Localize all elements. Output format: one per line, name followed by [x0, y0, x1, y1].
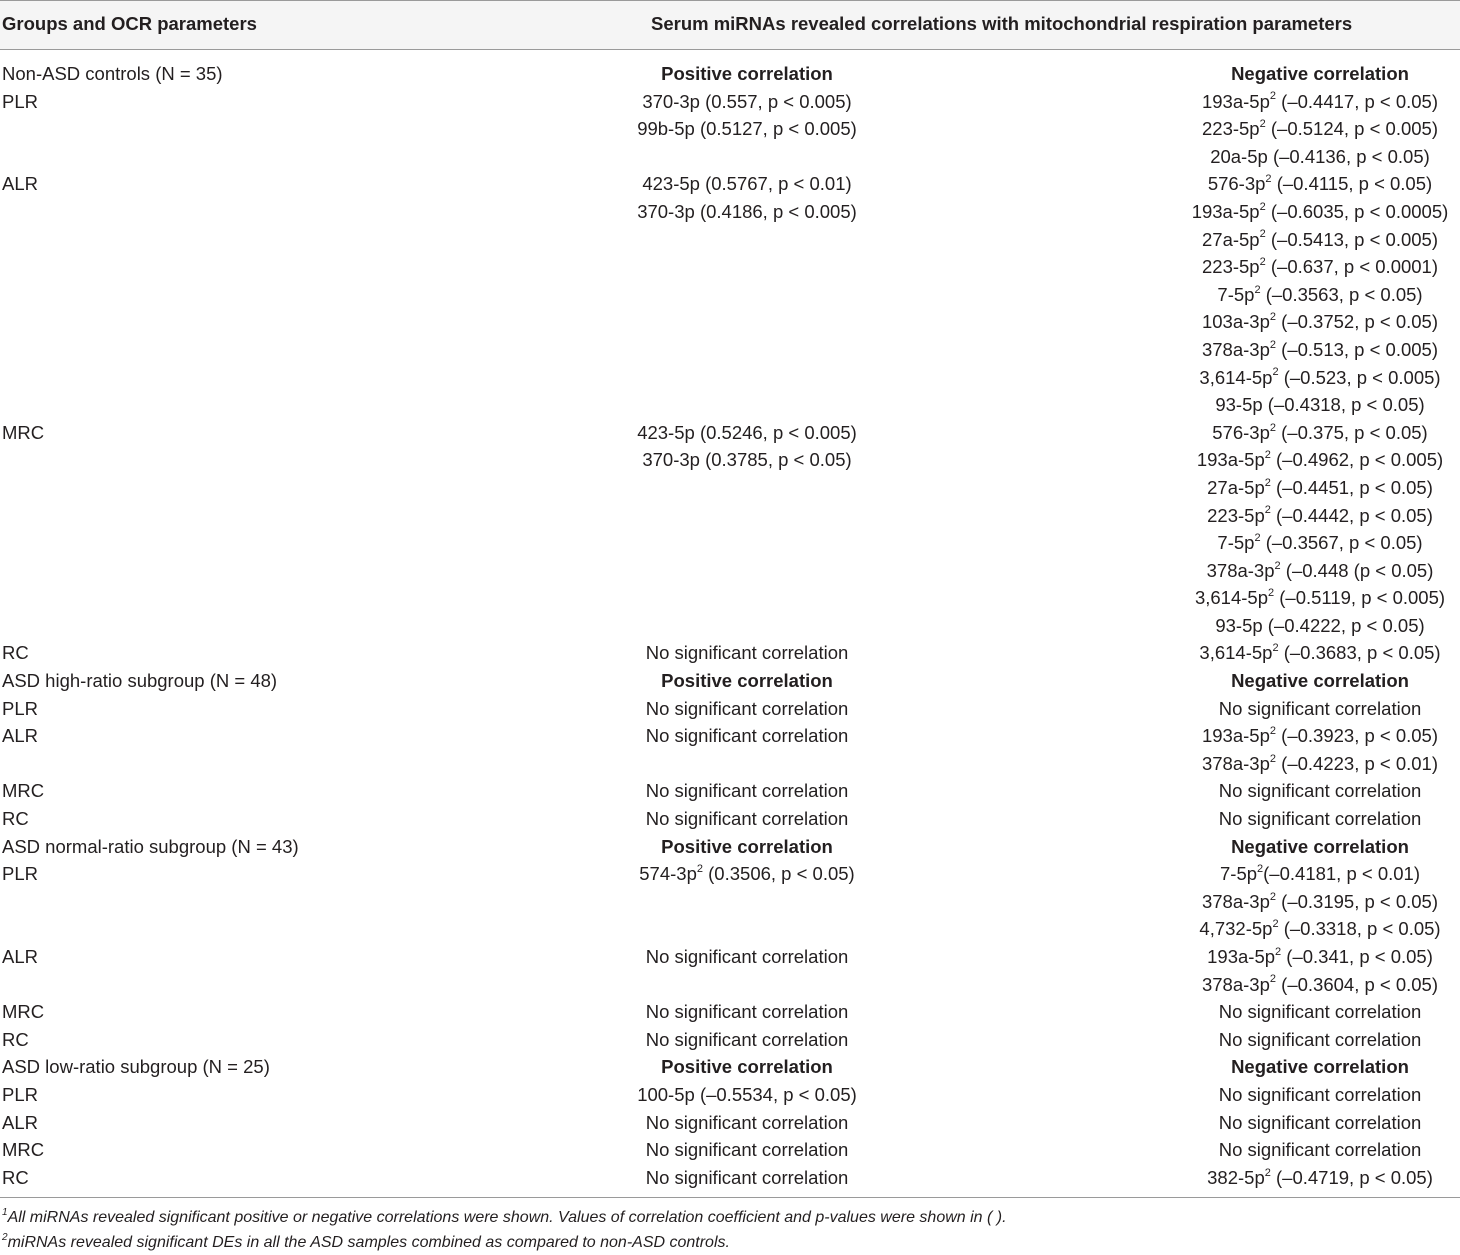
group-parameter-cell: RC	[2, 1166, 29, 1188]
positive-correlation-cell: No significant correlation	[645, 1139, 849, 1161]
group-parameter-cell: PLR	[2, 1083, 38, 1105]
group-parameter-cell: MRC	[2, 1139, 45, 1161]
negative-correlation-cell: No significant correlation	[1218, 1111, 1422, 1133]
negative-correlation-cell: $193a-5p^2$ (–0.6035, p < 0.0005)	[1191, 200, 1449, 222]
table-row	[0, 613, 1460, 641]
group-parameter-cell: ALR	[2, 173, 38, 195]
positive-correlation-cell: Positive correlation	[661, 835, 833, 857]
group-row	[0, 834, 1460, 862]
table-row	[0, 558, 1460, 586]
group-parameter-cell: ALR	[2, 725, 38, 747]
footnote-2-marker-ref: 2	[1259, 228, 1266, 241]
group-parameter-cell: ALR	[2, 946, 38, 967]
group-parameter-cell: RC	[2, 642, 29, 664]
positive-correlation-cell: 423-5p (0.5246, p < 0.005)	[637, 421, 857, 443]
footnote-2-marker-ref: 2	[1259, 118, 1266, 131]
footnote-2-marker-ref: 2	[1254, 531, 1261, 544]
footnote-2-marker-ref: 2	[1254, 283, 1261, 296]
table-row	[0, 392, 1460, 420]
negative-correlation-cell: $223-5p^2$ (–0.637, p < 0.0001)	[1201, 256, 1439, 278]
negative-correlation-cell: Negative correlation	[1231, 670, 1409, 692]
table-row	[0, 861, 1460, 889]
negative-correlation-cell: $7-5p^2$ (–0.3567, p < 0.05)	[1217, 531, 1423, 554]
footnote-1-text: All miRNAs revealed significant positive or negative correlations were shown. Values of correlation coefficient and p-values were shown in ( ).	[7, 1209, 1007, 1226]
positive-correlation-cell: 370-3p (0.557, p < 0.005)	[642, 90, 852, 112]
table-row	[0, 254, 1460, 282]
footnote-2-marker-ref: 2	[1268, 587, 1275, 600]
footnote-2-marker-ref: 2	[1269, 890, 1277, 903]
group-row	[0, 668, 1460, 696]
table-row	[0, 751, 1460, 779]
positive-correlation-cell: No significant correlation	[645, 725, 849, 747]
table-row	[0, 944, 1460, 972]
table-row	[0, 640, 1460, 668]
positive-correlation-cell: $574-3p^2$ (0.3506, p < 0.05)	[639, 863, 855, 885]
group-parameter-cell: ASD high-ratio subgroup (N = 48)	[2, 670, 278, 692]
negative-correlation-cell: $3,614-5p^2$ (–0.523, p < 0.005)	[1199, 366, 1441, 388]
footnote-2-marker-ref: 2	[1264, 1166, 1271, 1179]
footnote-2-marker-ref: 2	[1265, 173, 1272, 186]
table-row	[0, 475, 1460, 503]
negative-correlation-cell: $103a-3p^2$ (–0.3752, p < 0.05)	[1201, 311, 1439, 333]
negative-correlation-cell: No significant correlation	[1218, 1028, 1422, 1050]
group-parameter-cell: MRC	[2, 421, 45, 443]
group-parameter-cell: RC	[2, 808, 29, 830]
table-row	[0, 365, 1460, 393]
group-parameter-cell: RC	[2, 1028, 29, 1050]
positive-correlation-cell: No significant correlation	[645, 1028, 849, 1050]
positive-correlation-cell: Positive correlation	[661, 670, 833, 692]
table-row	[0, 972, 1460, 1000]
footnote-2-marker-ref: 2	[1264, 476, 1271, 489]
negative-correlation-cell: $4,732-5p^2$ (–0.3318, p < 0.05)	[1199, 918, 1441, 940]
table-row	[0, 999, 1460, 1027]
group-parameter-cell: MRC	[2, 1001, 45, 1023]
footnote-2-marker-ref: 2	[1274, 559, 1281, 572]
positive-correlation-cell: Positive correlation	[661, 1056, 833, 1078]
footnote-2-marker-ref: 2	[1272, 366, 1279, 379]
footnote-2-marker-ref: 2	[1269, 725, 1277, 738]
table-row	[0, 199, 1460, 227]
positive-correlation-cell: 370-3p (0.4186, p < 0.005)	[637, 200, 857, 222]
negative-correlation-cell: No significant correlation	[1218, 1139, 1422, 1161]
group-parameter-cell: MRC	[2, 780, 45, 802]
negative-correlation-cell: $3,614-5p^2$ (–0.5119, p < 0.005)	[1194, 587, 1446, 609]
positive-correlation-cell: No significant correlation	[645, 808, 849, 830]
table-row	[0, 530, 1460, 558]
table-row	[0, 1082, 1460, 1110]
table-row	[0, 696, 1460, 724]
table-row	[0, 227, 1460, 255]
negative-correlation-cell: Negative correlation	[1231, 1056, 1409, 1078]
negative-correlation-cell: $193a-5p^2$ (–0.3923, p < 0.05)	[1201, 725, 1439, 747]
negative-correlation-cell: $378a-3p^2$ (–0.3195, p < 0.05)	[1201, 890, 1439, 912]
negative-correlation-cell: Negative correlation	[1231, 63, 1409, 84]
positive-correlation-cell: Positive correlation	[661, 63, 833, 84]
table-row	[0, 889, 1460, 917]
footnote-2-marker-ref: 2	[1259, 256, 1266, 268]
positive-correlation-cell: No significant correlation	[645, 946, 849, 967]
group-row	[0, 1054, 1460, 1082]
footnote-2-marker-ref: 2	[696, 863, 704, 876]
negative-correlation-cell: $576-3p^2$ (–0.375, p < 0.05)	[1212, 421, 1428, 443]
table-row	[0, 1137, 1460, 1165]
footnote-1	[2, 1206, 1007, 1227]
table-row	[0, 309, 1460, 337]
footnote-2-marker-ref: 2	[1269, 90, 1277, 103]
table-row	[0, 1165, 1460, 1193]
footnote-2-marker-ref: 2	[1259, 200, 1266, 213]
negative-correlation-cell: No significant correlation	[1218, 697, 1422, 719]
group-row	[0, 61, 1460, 89]
footnote-2-marker-ref: 2	[1257, 863, 1264, 876]
table-row	[0, 89, 1460, 117]
positive-correlation-cell: No significant correlation	[645, 697, 849, 719]
negative-correlation-cell: $27a-5p^2$ (–0.4451, p < 0.05)	[1207, 476, 1433, 498]
table-row	[0, 116, 1460, 144]
header-serum-mirnas: Serum miRNAs revealed correlations with mitochondrial respiration parameters	[651, 13, 1353, 34]
footnote-1-marker: 1	[2, 1206, 8, 1218]
positive-correlation-cell: 370-3p (0.3785, p < 0.05)	[642, 449, 852, 471]
group-parameter-cell: PLR	[2, 90, 38, 112]
negative-correlation-cell: $382-5p^2$ (–0.4719, p < 0.05)	[1207, 1166, 1433, 1188]
negative-correlation-cell: $378a-3p^2$ (–0.448 (p < 0.05)	[1206, 559, 1434, 581]
table-row	[0, 1027, 1460, 1055]
group-parameter-cell: PLR	[2, 863, 38, 885]
table-header	[0, 0, 1460, 50]
table-row	[0, 778, 1460, 806]
negative-correlation-cell: $223-5p^2$ (–0.5124, p < 0.005)	[1201, 118, 1439, 140]
table-bottom-rule	[0, 1197, 1460, 1198]
footnote-2-marker-ref: 2	[1264, 504, 1271, 517]
negative-correlation-cell: $576-3p^2$ (–0.4115, p < 0.05)	[1207, 173, 1433, 195]
group-parameter-cell: ASD normal-ratio subgroup (N = 43)	[2, 835, 299, 857]
table-row	[0, 806, 1460, 834]
footnote-2-marker-ref: 2	[1272, 642, 1279, 655]
negative-correlation-cell: Negative correlation	[1231, 835, 1409, 857]
group-parameter-cell: ALR	[2, 1111, 38, 1133]
negative-correlation-cell: 93-5p (–0.4318, p < 0.05)	[1215, 394, 1425, 416]
negative-correlation-cell: 20a-5p (–0.4136, p < 0.05)	[1210, 145, 1430, 167]
footnote-2-marker-ref: 2	[1269, 311, 1277, 324]
table-row	[0, 420, 1460, 448]
negative-correlation-cell: No significant correlation	[1218, 1083, 1422, 1105]
positive-correlation-cell: No significant correlation	[645, 780, 849, 802]
table-row	[0, 144, 1460, 172]
table-body	[0, 50, 1460, 1192]
footnote-2-text: miRNAs revealed significant DEs in all the ASD samples combined as compared to non-ASD controls.	[7, 1234, 730, 1251]
negative-correlation-cell: $7-5p^2(-0.4181$, p < 0.01)	[1219, 863, 1421, 885]
table-row	[0, 585, 1460, 613]
negative-correlation-cell: 93-5p (–0.4222, p < 0.05)	[1215, 614, 1425, 636]
negative-correlation-cell: $193a-5p^2$ (–0.341, p < 0.05)	[1207, 945, 1433, 967]
footnote-2-marker-ref: 2	[1275, 945, 1282, 958]
footnote-2-marker-ref: 2	[1269, 421, 1277, 434]
negative-correlation-cell: No significant correlation	[1218, 808, 1422, 830]
group-parameter-cell: Non-ASD controls (N = 35)	[2, 63, 223, 84]
negative-correlation-cell: $378a-3p^2$ (–0.513, p < 0.005)	[1201, 338, 1439, 360]
positive-correlation-cell: No significant correlation	[645, 1001, 849, 1023]
group-parameter-cell: ASD low-ratio subgroup (N = 25)	[2, 1056, 270, 1078]
table-row	[0, 1110, 1460, 1138]
negative-correlation-cell: $378a-3p^2$ (–0.3604, p < 0.05)	[1201, 973, 1439, 995]
negative-correlation-cell: $378a-3p^2$ (–0.4223, p < 0.01)	[1201, 752, 1439, 774]
negative-correlation-cell: $223-5p^2$ (–0.4442, p < 0.05)	[1207, 504, 1433, 526]
positive-correlation-cell: 99b-5p (0.5127, p < 0.005)	[637, 118, 857, 140]
footnote-2-marker-ref: 2	[1272, 918, 1279, 931]
table-row	[0, 282, 1460, 310]
footnote-2-marker-ref: 2	[1269, 752, 1277, 765]
negative-correlation-cell: $7-5p^2$ (–0.3563, p < 0.05)	[1217, 283, 1423, 305]
negative-correlation-cell: $193a-5p^2$ (–0.4962, p < 0.005)	[1196, 449, 1444, 471]
positive-correlation-cell: No significant correlation	[645, 1111, 849, 1133]
group-parameter-cell: PLR	[2, 697, 38, 719]
table-row	[0, 171, 1460, 199]
footnote-2-marker-ref: 2	[1264, 449, 1271, 462]
negative-correlation-cell: $27a-5p^2$ (–0.5413, p < 0.005)	[1201, 228, 1439, 250]
table-row	[0, 503, 1460, 531]
footnote-2-marker-ref: 2	[1269, 973, 1277, 986]
table-row	[0, 337, 1460, 365]
header-groups: Groups and OCR parameters	[2, 13, 257, 34]
negative-correlation-cell: No significant correlation	[1218, 1001, 1422, 1023]
positive-correlation-cell: No significant correlation	[645, 642, 849, 664]
footnote-2-marker: 2	[2, 1231, 8, 1243]
footnote-2-marker-ref: 2	[1269, 338, 1277, 351]
table-row	[0, 723, 1460, 751]
positive-correlation-cell: 100-5p (–0.5534, p < 0.05)	[637, 1083, 857, 1105]
footnote-2	[2, 1231, 730, 1252]
table-row	[0, 447, 1460, 475]
negative-correlation-cell: No significant correlation	[1218, 780, 1422, 802]
negative-correlation-cell: $193a-5p^2$ (–0.4417, p < 0.05)	[1201, 90, 1439, 112]
table-row	[0, 916, 1460, 944]
positive-correlation-cell: No significant correlation	[645, 1166, 849, 1188]
positive-correlation-cell: 423-5p (0.5767, p < 0.01)	[642, 173, 852, 195]
negative-correlation-cell: $3,614-5p^2$ (–0.3683, p < 0.05)	[1199, 642, 1441, 664]
